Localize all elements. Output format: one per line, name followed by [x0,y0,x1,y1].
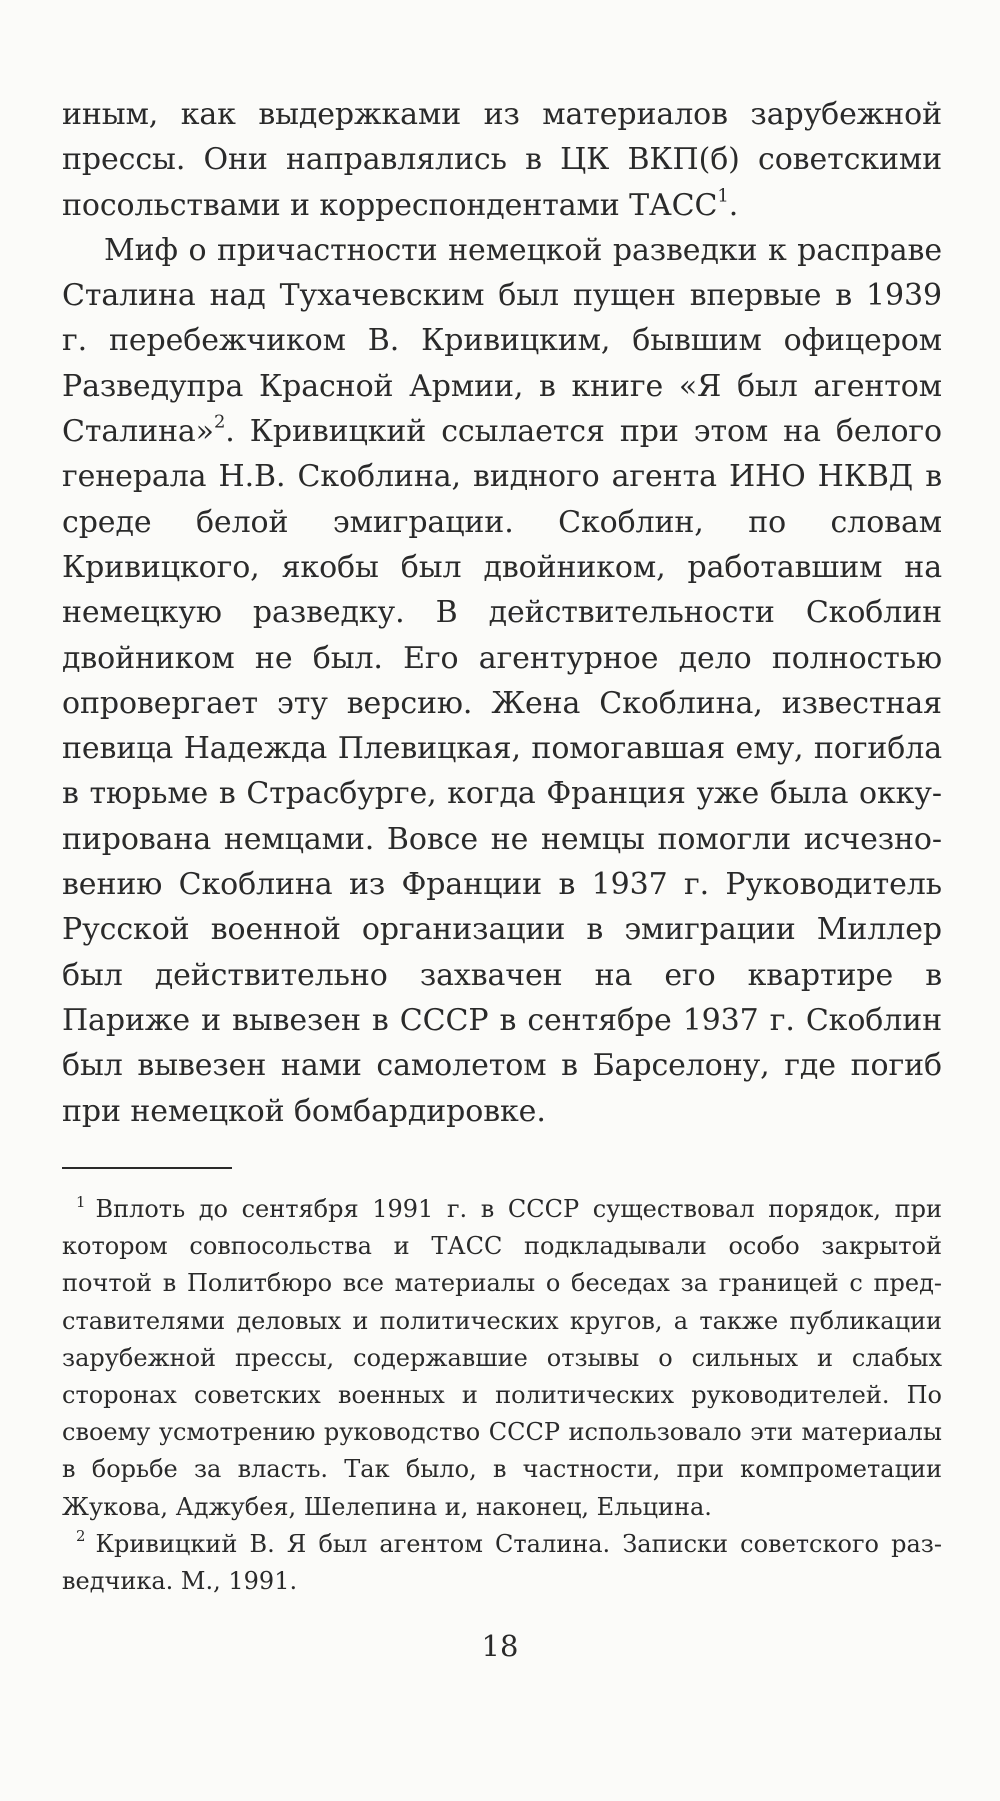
paragraph-2 [62,228,942,1134]
footnote-1-mark: 1 [76,1192,86,1211]
footnote-1 [62,1191,942,1526]
paragraph-1 [62,92,942,228]
paragraph-1-end: . [728,187,739,223]
paragraph-2-text-a: Миф о причастности немецкой разведки к расправе Сталина над Тухачевским был пущен впервые в 1939 г. перебежчиком В. Кривицким, бывшим офицером Разведупра Красной Армии, в книге «Я был агентом Сталина» [62,232,942,450]
footnote-2 [62,1526,942,1600]
main-text [62,92,942,1134]
footnote-1-text: Вплоть до сентября 1991 г. в СССР существовал порядок, при котором совпосольства и ТАСС подкладывали особо закрытой почтой в Политбюро все материалы о беседах за границей с представителями деловых и политических кругов, а также публикации зарубежной прессы, содержавшие отзывы о сильных и слабых сторонах советских военных и политических руководителей. По своему усмотрению руководство СССР использовало эти материалы в борьбе за власть. Так было, в частности, при компрометации Жукова, Аджубея, Шелепина и, наконец, Ельцина. [62,1195,942,1521]
footnote-ref-2: 2 [213,411,226,433]
footnote-ref-1: 1 [717,185,729,207]
footnote-2-mark: 2 [76,1527,86,1546]
footnote-2-text: Кривицкий В. Я был агентом Сталина. Записки советского разведчика. М., 1991. [62,1529,942,1596]
footnote-divider [62,1167,232,1169]
footnotes [62,1191,942,1600]
paragraph-1-text: иным, как выдержками из материалов зарубежной прессы. Они направлялись в ЦК ВКП(б) советскими посольствами и корреспондентами ТАСС [62,97,942,223]
page-number: 18 [481,1629,519,1663]
paragraph-2-text-b: . Кривицкий ссылается при этом на белого генерала Н.В. Скоблина, видного агента ИНО НКВД в среде белой эмиграции. Скоблин, по словам Кривицкого, якобы был двойником, работавшим на немецкую разведку. В действительности Скоблин двойником не был. Его агентурное дело полностью опровергает эту версию. Жена Скоблина, известная певица Надежда Плевицкая, помогавшая ему, погибла в тюрьме в Страсбурге, когда Франция уже была оккупирована немцами. Вовсе не немцы помогли исчезновению Скоблина из Франции в 1937 г. Руководитель Русской военной организации в эмиграции Миллер был действительно захвачен на его квартире в Париже и вывезен в СССР в сентябре 1937 г. Скоблин был вывезен нами самолетом в Барселону, где погиб при немецкой бомбардировке. [62,414,942,1129]
